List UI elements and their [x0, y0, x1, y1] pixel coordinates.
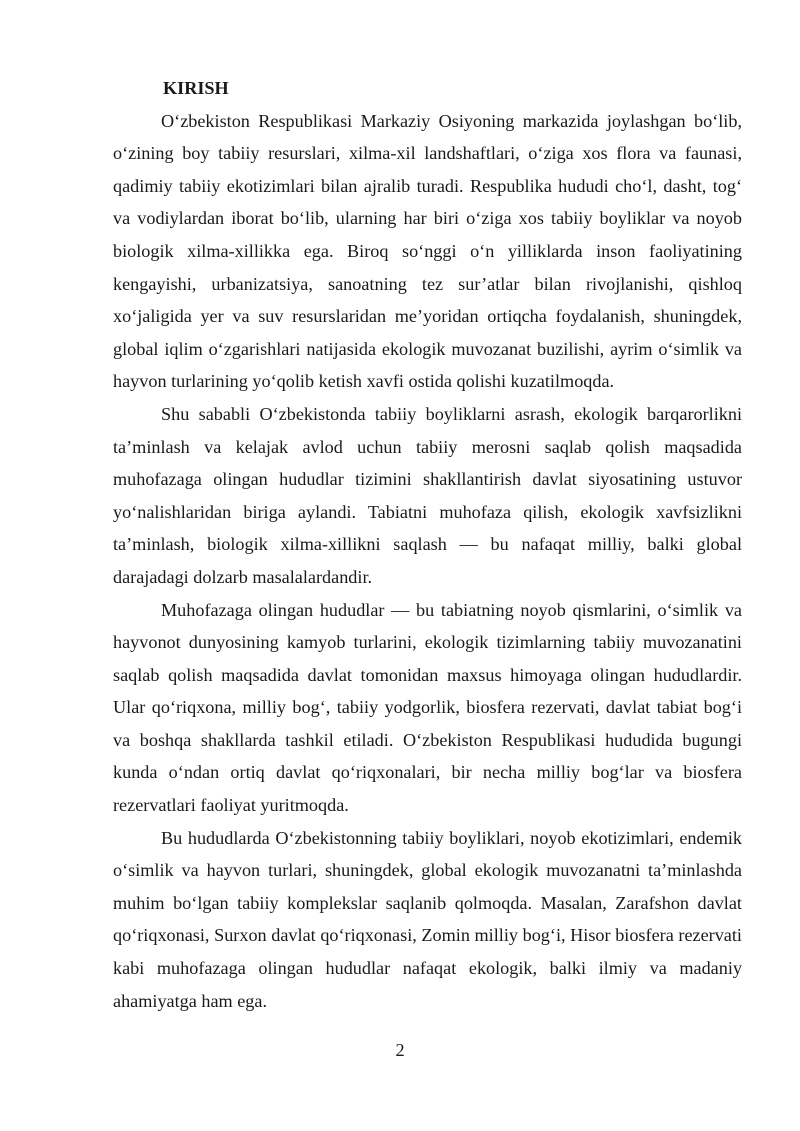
paragraph-1: O‘zbekiston Respublikasi Markaziy Osiyoning markazida joylashgan bo‘lib, o‘zining boy tabiiy resurslari, xilma-xil landshaftlari, o‘ziga xos flora va faunasi, qadimiy tabiiy ekotizimlari bilan ajralib turadi. Respublika hududi cho‘l, dasht, tog‘ va vodiylardan iborat bo‘lib, ularning har biri o‘ziga xos tabiiy boyliklar va noyob biologik xilma-xillikka ega. Biroq so‘nggi o‘n yilliklarda inson faoliyatining kengayishi, urbanizatsiya, sanoatning tez sur’atlar bilan rivojlanishi, qishloq xo‘jaligida yer va suv resurslaridan me’yoridan ortiqcha foydalanish, shuningdek, global iqlim o‘zgarishlari natijasida ekologik muvozanat buzilishi, ayrim o‘simlik va hayvon turlarining yo‘qolib ketish xavfi ostida qolishi kuzatilmoqda.: [113, 110, 742, 392]
document-body: [113, 72, 742, 1017]
paragraph-2: Shu sababli O‘zbekistonda tabiiy boyliklarni asrash, ekologik barqarorlikni ta’minlash va kelajak avlod uchun tabiiy merosni saqlab qolish maqsadida muhofazaga olingan hududlar tizimini shakllantirish davlat siyosatining ustuvor yo‘nalishlaridan biriga aylandi. Tabiatni muhofaza qilish, ekologik xavfsizlikni ta’minlash, biologik xilma-xillikni saqlash — bu nafaqat milliy, balki global darajadagi dolzarb masalalardandir.: [113, 403, 742, 587]
paragraph-3: Muhofazaga olingan hududlar — bu tabiatning noyob qismlarini, o‘simlik va hayvonot dunyosining kamyob turlarini, ekologik tizimlarning tabiiy muvozanatini saqlab qolish maqsadida davlat tomonidan maxsus himoyaga olingan hududlardir. Ular qo‘riqxona, milliy bog‘, tabiiy yodgorlik, biosfera rezervati, davlat tabiat bog‘i va boshqa shakllarda tashkil etiladi. O‘zbekiston Respublikasi hududida bugungi kunda o‘ndan ortiq davlat qo‘riqxonalari, bir necha milliy bog‘lar va biosfera rezervatlari faoliyat yuritmoqda.: [113, 599, 742, 816]
section-heading: KIRISH: [163, 78, 229, 98]
page-number: 2: [395, 1040, 405, 1060]
paragraph-4: Bu hududlarda O‘zbekistonning tabiiy boyliklari, noyob ekotizimlari, endemik o‘simlik va hayvon turlari, shuningdek, global ekologik muvozanatni ta’minlashda muhim bo‘lgan tabiiy komplekslar saqlanib qolmoqda. Masalan, Zarafshon davlat qo‘riqxonasi, Surxon davlat qo‘riqxonasi, Zomin milliy bog‘i, Hisor biosfera rezervati kabi muhofazaga olingan hududlar nafaqat ekologik, balki ilmiy va madaniy ahamiyatga ham ega.: [113, 827, 742, 1011]
